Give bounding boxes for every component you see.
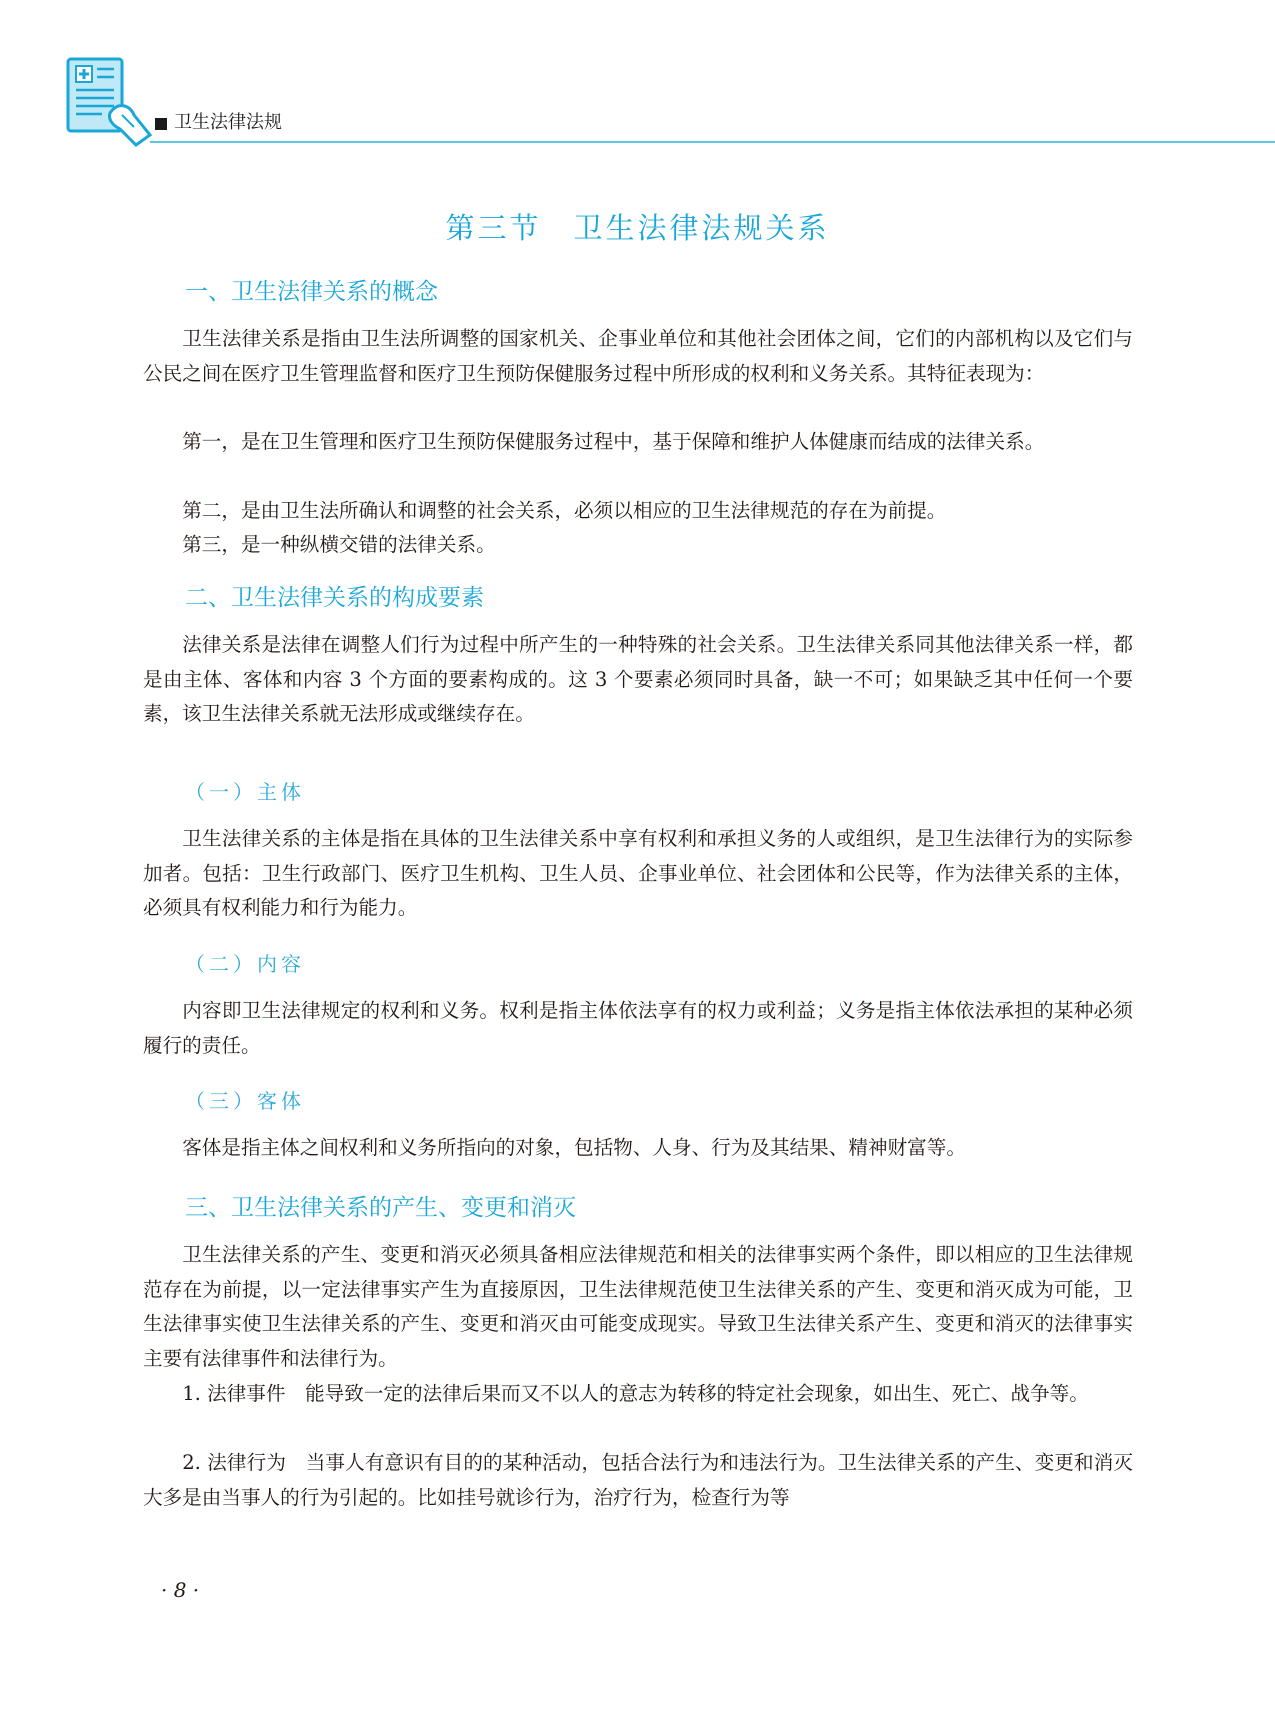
header-rule xyxy=(150,141,1275,143)
header-bullet xyxy=(155,118,167,130)
subheading-subject: （一）主体 xyxy=(185,780,305,804)
subheading-object: （三）客体 xyxy=(185,1089,305,1113)
page-header xyxy=(0,0,1275,150)
paragraph: 第二，是由卫生法所确认和调整的社会关系，必须以相应的卫生法律规范的存在为前提。 xyxy=(182,499,947,522)
paragraph: 内容即卫生法律规定的权利和义务。权利是指主体依法享有的权力或利益；义务是指主体依法承担的某种必须履行的责任。 xyxy=(143,999,1133,1057)
section-title: 第三节 卫生法律法规关系 xyxy=(445,211,830,245)
heading-concept: 一、卫生法律关系的概念 xyxy=(185,279,438,305)
paragraph: 第三，是一种纵横交错的法律关系。 xyxy=(182,533,496,556)
heading-elements: 二、卫生法律关系的构成要素 xyxy=(185,585,484,611)
paragraph: 卫生法律关系是指由卫生法所调整的国家机关、企事业单位和其他社会团体之间，它们的内部机构以及它们与公民之间在医疗卫生管理监督和医疗卫生预防保健服务过程中所形成的权利和义务关系。其特征表现为： xyxy=(143,327,1133,385)
heading-lifecycle: 三、卫生法律关系的产生、变更和消灭 xyxy=(185,1195,576,1221)
paragraph: 法律关系是法律在调整人们行为过程中所产生的一种特殊的社会关系。卫生法律关系同其他法律关系一样，都是由主体、客体和内容 3 个方面的要素构成的。这 3 个要素必须同时具备，缺一不可；如果缺乏其中任何一个要素，该卫生法律关系就无法形成或继续存在。 xyxy=(143,633,1133,725)
book-title: 卫生法律法规 xyxy=(174,112,282,133)
paragraph: 卫生法律关系的主体是指在具体的卫生法律关系中享有权利和承担义务的人或组织，是卫生法律行为的实际参加者。包括：卫生行政部门、医疗卫生机构、卫生人员、企事业单位、社会团体和公民等，作为法律关系的主体，必须具有权利能力和行为能力。 xyxy=(143,827,1133,919)
subheading-content: （二）内容 xyxy=(185,952,305,976)
page-number: · 8 · xyxy=(161,1578,200,1602)
paragraph: 第一，是在卫生管理和医疗卫生预防保健服务过程中，基于保障和维护人体健康而结成的法律关系。 xyxy=(182,430,1045,453)
paragraph: 客体是指主体之间权利和义务所指向的对象，包括物、人身、行为及其结果、精神财富等。 xyxy=(182,1136,966,1159)
paragraph: 卫生法律关系的产生、变更和消灭必须具备相应法律规范和相关的法律事实两个条件，即以相应的卫生法律规范存在为前提，以一定法律事实产生为直接原因，卫生法律规范使卫生法律关系的产生、变更和消灭成为可能，卫生法律事实使卫生法律关系的产生、变更和消灭由可能变成现实。导致卫生法律关系产生、变更和消灭的法律事实主要有法律事件和法律行为。 xyxy=(143,1243,1133,1370)
paragraph: 1. 法律事件 能导致一定的法律后果而又不以人的意志为转移的特定社会现象，如出生、死亡、战争等。 xyxy=(182,1382,1089,1405)
document-hand-icon xyxy=(62,55,158,147)
paragraph: 2. 法律行为 当事人有意识有目的的某种活动，包括合法行为和违法行为。卫生法律关系的产生、变更和消灭大多是由当事人的行为引起的。比如挂号就诊行为，治疗行为，检查行为等 xyxy=(143,1451,1133,1509)
